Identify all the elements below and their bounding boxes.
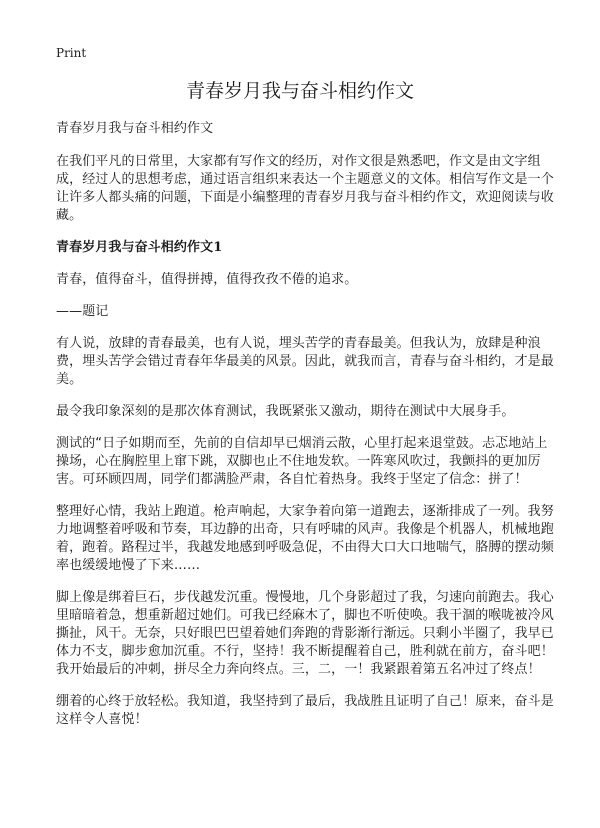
body-paragraph: 最令我印象深刻的是那次体育测试，我既紧张又激动，期待在测试中大展身手。: [56, 404, 515, 419]
body-paragraph: 有人说，放肆的青春最美，也有人说，埋头苦学的青春最美。但我认为，放肆是种浪费，埋头苦学会错过青春年华最美的风景。因此，就我而言，青春与奋斗相约，才是最美。: [56, 336, 554, 387]
epigraph-attribution: ——题记: [56, 304, 109, 319]
body-paragraph: 绷着的心终于放轻松。我知道，我坚持到了最后，我战胜且证明了自己！原来，奋斗是这样令人喜悦！: [56, 694, 554, 727]
intro-paragraph: 在我们平凡的日常里，大家都有写作文的经历，对作文很是熟悉吧，作文是由文字组成，经过人的思想考虑，通过语言组织来表达一个主题意义的文体。相信写作文是一个让许多人都头痛的问题，下面是小编整理的青春岁月我与奋斗相约作文，欢迎阅读与收藏。: [56, 154, 554, 223]
document-title: 青春岁月我与奋斗相约作文: [185, 80, 414, 102]
print-label: Print: [56, 46, 87, 60]
document-body: [56, 120, 556, 743]
body-paragraph: 整理好心情，我站上跑道。枪声响起，大家争着向第一道跑去，逐渐排成了一列。我努力地调整着呼吸和节奏，耳边静的出奇，只有呼啸的风声。我像是个机器人，机械地跑着，跑着。路程过半，我越发地感到呼吸急促，不由得大口大口地喘气，胳膊的摆动频率也缓缓地慢了下来……: [56, 504, 554, 573]
body-paragraph: 青春，值得奋斗，值得拼搏，值得孜孜不倦的追求。: [56, 272, 358, 287]
document-subtitle: 青春岁月我与奋斗相约作文: [56, 121, 214, 136]
section-heading: 青春岁月我与奋斗相约作文1: [56, 240, 223, 255]
body-paragraph: 脚上像是绑着巨石，步伐越发沉重。慢慢地，几个身影超过了我，匀速向前跑去。我心里暗暗着急，想重新超过她们。可我已经麻木了，脚也不听使唤。我干涸的喉咙被冷风撕扯，风干。无奈，只好眼巴巴望着她们奔跑的背影渐行渐远。只剩小半圈了，我早已体力不支，脚步愈加沉重。不行，坚持！我不断提醒着自己，胜利就在前方，奋斗吧！我开始最后的冲刺，拼尽全力奔向终点。三，二，一！我紧跟着第五名冲过了终点！: [56, 590, 554, 677]
body-paragraph: 测试的“日子如期而至，先前的自信却早已烟消云散，心里打起来退堂鼓。忐忑地站上操场，心在胸腔里上窜下跳，双脚也止不住地发软。一阵寒风吹过，我颤抖的更加厉害。可环顾四周，同学们都满脸严肃，各自忙着热身。我终于坚定了信念：拼了！: [56, 436, 548, 487]
